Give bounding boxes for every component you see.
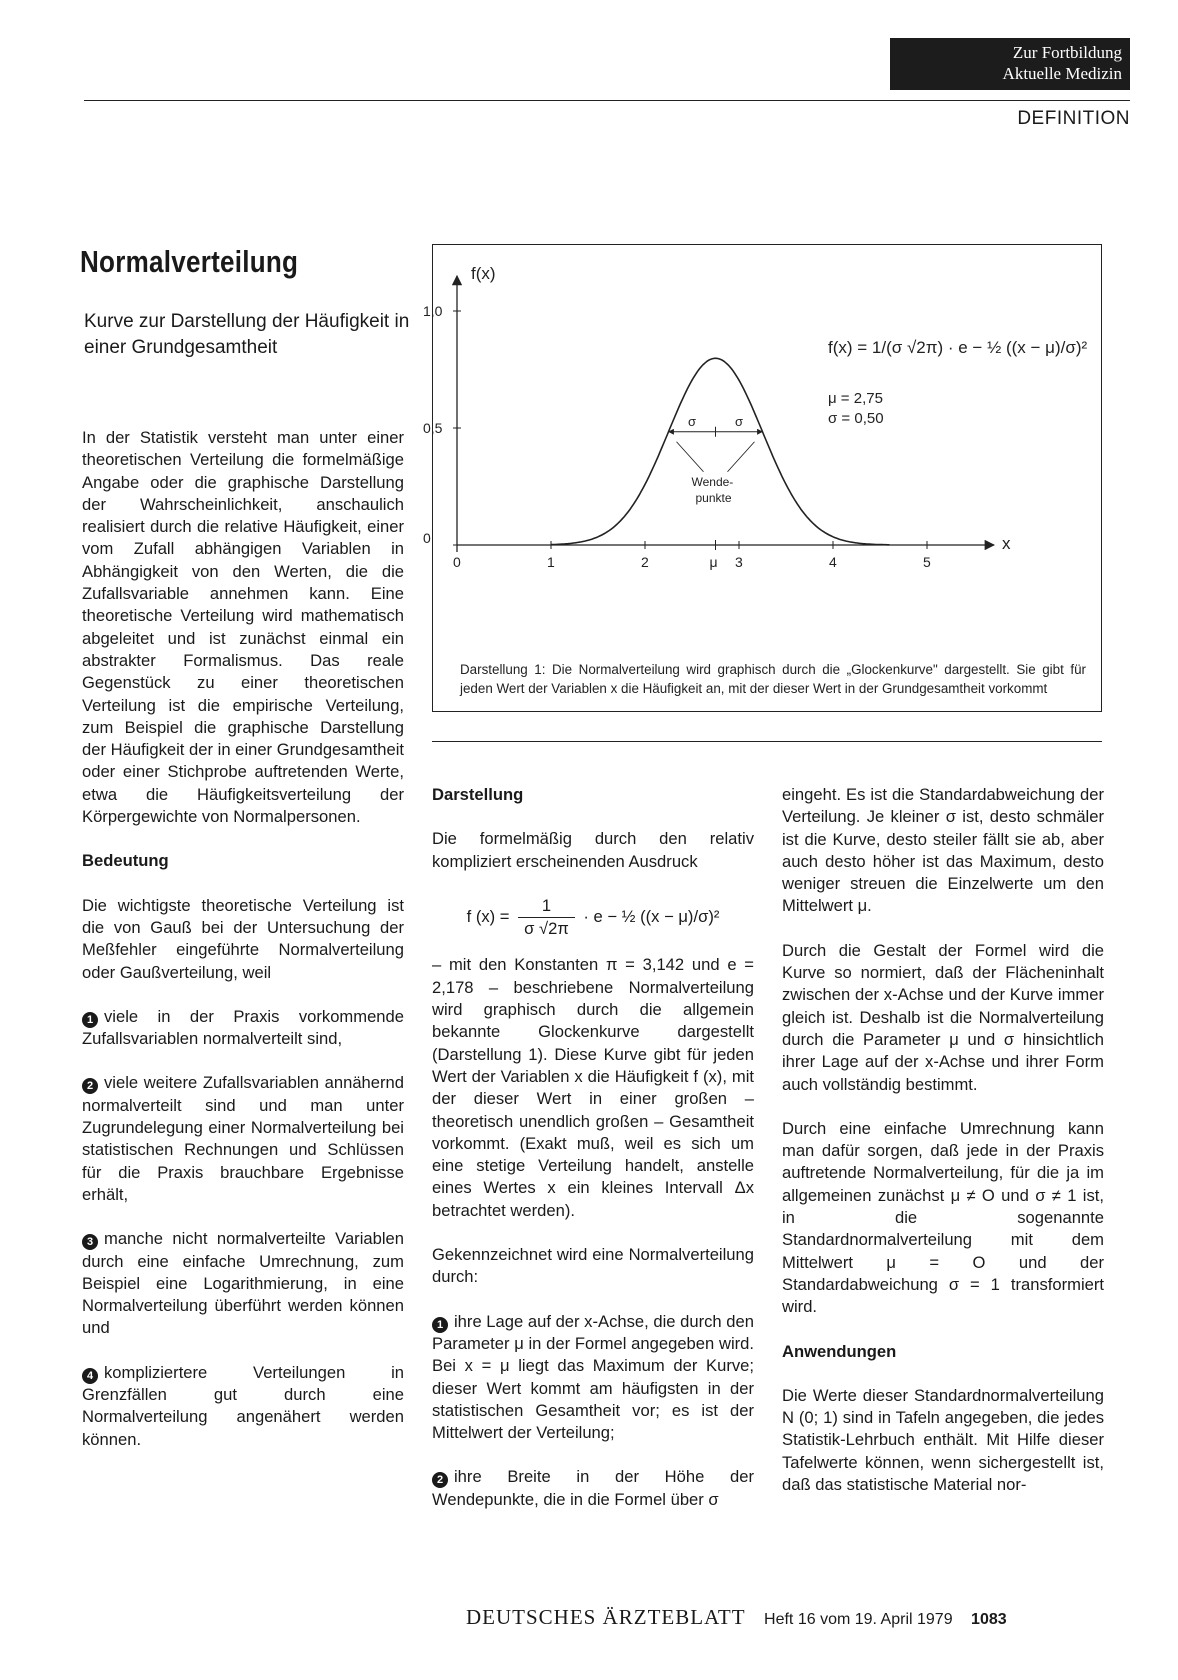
x-axis-label: x: [1002, 534, 1011, 553]
header-rule: [84, 100, 1130, 101]
bullet-2-icon: 2: [432, 1472, 448, 1488]
normal-distribution-chart: [423, 245, 1100, 655]
anwendungen-paragraph: Die Werte dieser Standardnormalverteilung N (0; 1) sind in Tafeln angegeben, die jedes Statistik-Lehrbuch enthält. Mit Hilfe dieser Tafelwerte können, wenn sichergestellt ist, daß das statistische Material nor-: [782, 1385, 1104, 1495]
list-item-text: viele in der Praxis vorkommende Zufallsvariablen normalverteilt sind,: [82, 1006, 404, 1049]
issue-info: Heft 16 vom 19. April 1979: [764, 1611, 953, 1628]
formula-denominator: σ √2π: [524, 919, 569, 939]
anwendungen-heading: Anwendungen: [782, 1341, 897, 1361]
article-subtitle: Kurve zur Darstellung der Häufigkeit in einer Grundgesamtheit: [84, 311, 410, 358]
darstellung-paragraph-2: – mit den Konstanten π = 3,142 und e = 2,178 – beschriebene Normalverteilung wird graphisch durch die allgemein bekannte Glockenkurve dargestellt (Darstellung 1). Diese Kurve gibt für jeden Wert der Variablen x die Häufigkeit f (x), mit der dieser Wert in einer großen – theoretisch unendlich großen – Gesamtheit vorkommt. (Exakt muß, weil es sich um eine stetige Verteilung handelt, anstelle eines Wertes x ein kleines Intervall Δx betrachtet werden).: [432, 955, 754, 1220]
x-tick-label: 5: [923, 554, 931, 570]
wende-pointer-left: [677, 442, 704, 472]
list-item-text: manche nicht normalverteilte Variablen durch eine einfache Umrechnung, zum Beispiel eine Logarithmierung, in eine Normalverteilung überführt werden können und: [82, 1229, 404, 1338]
figure-frame: [423, 244, 1102, 712]
bullet-4-icon: 4: [82, 1368, 98, 1384]
section-label: DEFINITION: [1017, 108, 1130, 129]
badge-line-1: Zur Fortbildung: [1012, 43, 1122, 62]
sigma-label-left: σ: [688, 413, 697, 429]
intro-paragraph: In der Statistik versteht man unter einer theoretischen Verteilung die formelmäßige Angabe oder die graphische Darstellung der Wahrscheinlichkeit, anschaulich realisiert durch die relative Häufigkeit, einer vom Zufall abhängigen Variablen in Abhängigkeit von den Werten, die die Zufallsvariable annehmen kann. Eine theoretische Verteilung wird mathematisch abgeleitet und ist zunächst einmal ein abstrakter Formalismus. Das reale Gegenstück zu einer theoretischen Verteilung ist die empirische Verteilung, zum Beispiel die graphische Darstellung der Häufigkeit der in einer Grundgesamtheit oder einer Stichprobe auftretenden Werte, etwa die Häufigkeitsverteilung der Körpergewichte von Normalpersonen.: [82, 428, 404, 827]
page-number: 1083: [971, 1611, 1007, 1628]
mu-tick-label: μ: [709, 554, 718, 570]
article-title: Normalverteilung: [80, 244, 299, 279]
bullet-2-icon: 2: [82, 1078, 98, 1094]
col3-paragraph-3: Durch eine einfache Umrechnung kann man dafür sorgen, daß jede in der Praxis auftretende Normalverteilung, für die ja im allgemeinen zunächst μ ≠ O und σ ≠ 1 ist, in die sogenannte Standardnormalverteilung mit dem Mittelwert μ = O und der Standardabweichung σ = 1 transformiert wird.: [782, 1118, 1104, 1317]
page-footer: [466, 1605, 1106, 1630]
wendepunkte-label-1: Wende-: [691, 474, 734, 489]
list-item-text: kompliziertere Verteilungen in Grenzfällen gut durch eine Normalverteilung angenähert werden können.: [82, 1362, 404, 1449]
y-axis-label: f(x): [471, 264, 496, 283]
x-tick-label: 3: [735, 554, 743, 570]
col3-paragraph-1: eingeht. Es ist die Standardabweichung der Verteilung. Je kleiner σ ist, desto schmäler ist die Kurve, desto steiler fällt sie ab, aber auch desto höher ist das Maximum, desto weniger streuen die Einzelwerte um den Mittelwert μ.: [782, 785, 1104, 916]
wendepunkte-label-2: punkte: [695, 490, 732, 505]
x-tick-label: 0: [453, 554, 461, 570]
y-tick-label: 0,5: [423, 420, 443, 436]
section-badge: [890, 38, 1130, 90]
y-tick-label: 1,0: [423, 303, 443, 319]
list-item-text: viele weitere Zufallsvariablen annähernd normalverteilt sind und man unter Zugrundelegung einer Normalverteilung bei statistischen Rechnungen und Schlüssen für die Praxis brauchbare Ergebnisse erhält,: [82, 1073, 404, 1204]
darstellung-paragraph-3: Gekennzeichnet wird eine Normalverteilung durch:: [432, 1245, 754, 1287]
darstellung-heading: Darstellung: [432, 785, 524, 804]
list-item: [82, 1362, 404, 1451]
list-item: [432, 1466, 754, 1511]
bullet-3-icon: 3: [82, 1234, 98, 1250]
param-sigma: σ = 0,50: [828, 410, 884, 427]
x-tick-label: 2: [641, 554, 649, 570]
column-left: [82, 427, 404, 1473]
list-item-text: ihre Lage auf der x-Achse, die durch den Parameter μ in der Formel angegeben wird. Bei x = μ liegt das Maximum der Kurve; dieser Wert kommt am häufigsten in der statistischen Gesamtheit vor; es ist der Mittelwert der Verteilung;: [432, 1311, 754, 1443]
formula-lhs: f (x) =: [466, 907, 510, 927]
param-mu: μ = 2,75: [828, 390, 883, 407]
y-tick-label: 0: [423, 530, 431, 546]
list-item-text: ihre Breite in der Höhe der Wendepunkte, die in die Formel über σ: [432, 1467, 754, 1509]
formula-numerator: 1: [518, 895, 575, 918]
bedeutung-paragraph: Die wichtigste theoretische Verteilung ist die von Gauß bei der Untersuchung der Meßfehler eingeführte Normalverteilung oder Gaußverteilung, weil: [82, 895, 404, 982]
formula-exponent: · e − ½ ((x − μ)/σ)²: [583, 907, 720, 927]
figure-caption: Darstellung 1: Die Normalverteilung wird graphisch durch die „Glockenkurve" dargestellt. Sie gibt für jeden Wert der Variablen x die Häufigkeit an, mit der dieser Wert in der Grundgesamtheit vorkommt: [460, 662, 1086, 696]
inline-formula: [432, 895, 754, 941]
column-right: [782, 784, 1104, 1518]
bullet-1-icon: 1: [432, 1317, 448, 1333]
bell-curve: [551, 358, 889, 545]
x-tick-label: 1: [547, 554, 555, 570]
column-middle: [432, 784, 754, 1533]
figure-rule: [432, 741, 1102, 742]
bullet-1-icon: 1: [82, 1012, 98, 1028]
bedeutung-heading: Bedeutung: [82, 851, 169, 871]
journal-name: DEUTSCHES ÄRZTEBLATT: [466, 1605, 746, 1629]
list-item: [82, 1228, 404, 1339]
figure-formula: f(x) = 1/(σ √2π) · e − ½ ((x − μ)/σ)²: [828, 338, 1088, 357]
darstellung-paragraph-1: Die formelmäßig durch den relativ kompliziert erscheinenden Ausdruck: [432, 829, 754, 871]
sigma-label-right: σ: [735, 413, 744, 429]
badge-line-2: Aktuelle Medizin: [1002, 64, 1122, 83]
wende-pointer-right: [728, 442, 755, 472]
list-item: [82, 1006, 404, 1051]
x-tick-label: 4: [829, 554, 837, 570]
list-item: [432, 1311, 754, 1445]
list-item: [82, 1072, 404, 1206]
col3-paragraph-2: Durch die Gestalt der Formel wird die Kurve so normiert, daß der Flächeninhalt zwischen der x-Achse und der Kurve immer gleich ist. Deshalb ist die Normalverteilung durch die Parameter μ und σ hinsichtlich ihrer Lage auf der x-Achse und ihrer Form auch vollständig bestimmt.: [782, 940, 1104, 1094]
